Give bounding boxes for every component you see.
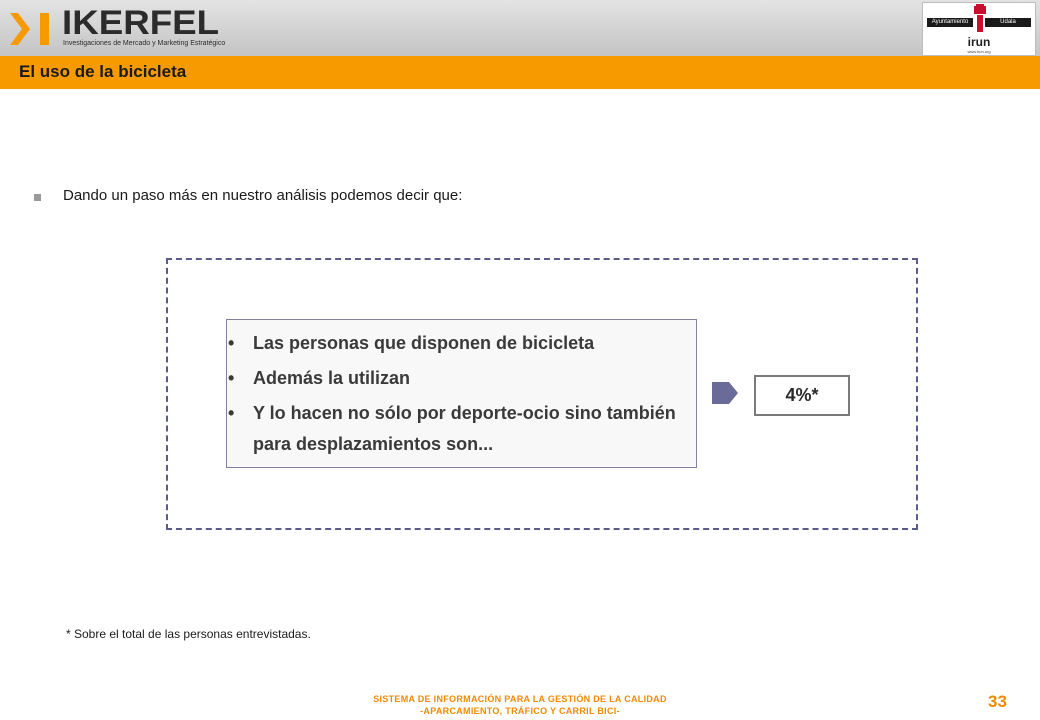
page-title: El uso de la bicicleta <box>19 62 187 81</box>
client-left-label: Ayuntamiento <box>927 18 973 27</box>
bullet-square-icon <box>34 194 41 201</box>
right-arrow-icon <box>712 378 738 408</box>
statement-point-text: Y lo hacen no sólo por deporte-ocio sino también para desplazamientos son... <box>253 403 676 454</box>
client-right-label: Udala <box>985 18 1031 27</box>
statement-point-text: Además la utilizan <box>253 368 411 388</box>
statement-point <box>228 328 688 359</box>
bullet-dot: • <box>228 368 235 388</box>
client-name: irun <box>967 35 991 49</box>
client-logo <box>922 2 1036 56</box>
footer-line-2: -APARCAMIENTO, TRÁFICO Y CARRIL BICI- <box>420 706 620 716</box>
statement-point <box>228 363 688 394</box>
result-value: 4%* <box>754 375 850 416</box>
statement-point <box>228 398 688 460</box>
brand-tagline: Investigaciones de Mercado y Marketing Estratégico <box>63 40 226 47</box>
ikerfel-logo-icon <box>10 10 54 48</box>
header-bar <box>0 0 1040 56</box>
intro-text: Dando un paso más en nuestro análisis podemos decir que: <box>63 187 463 204</box>
client-url: www.irun.org <box>967 49 991 54</box>
brand-name: IKERFEL <box>62 4 220 42</box>
bullet-dot: • <box>228 333 235 353</box>
page-number: 33 <box>988 692 1007 711</box>
bullet-dot: • <box>228 403 235 423</box>
footnote: * Sobre el total de las personas entrevistadas. <box>66 627 311 641</box>
footer-line-1: SISTEMA DE INFORMACIÓN PARA LA GESTIÓN DE LA CALIDAD <box>373 694 667 704</box>
statement-point-text: Las personas que disponen de bicicleta <box>253 333 595 353</box>
